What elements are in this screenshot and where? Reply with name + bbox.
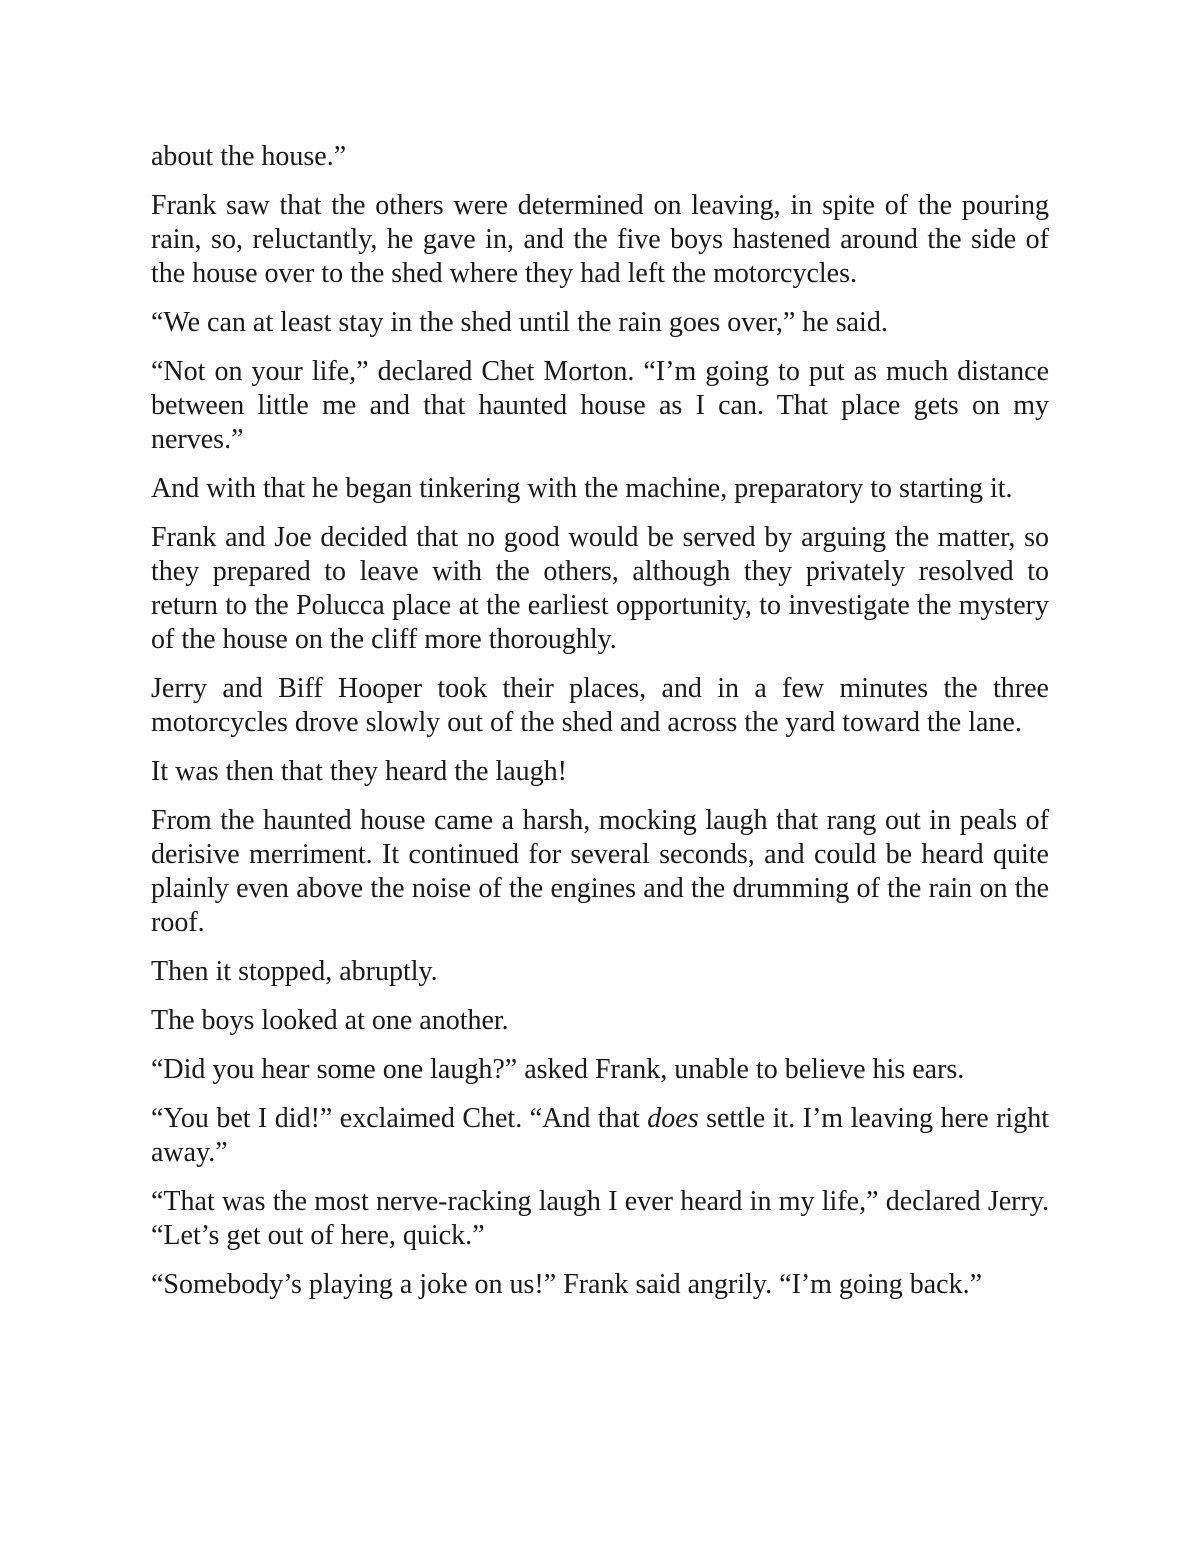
paragraph-3: “We can at least stay in the shed until the rain goes over,” he said. xyxy=(151,307,888,338)
paragraph-13-after: settle it. I’m leaving here right away.” xyxy=(151,1103,1049,1168)
paragraph-12: “Did you hear some one laugh?” asked Frank, unable to believe his ears. xyxy=(151,1054,965,1085)
book-page xyxy=(151,140,1049,1317)
paragraph-14: “That was the most nerve-racking laugh I ever heard in my life,” declared Jerry. “Let’s get out of here, quick.” xyxy=(151,1186,1049,1251)
paragraph-6: Frank and Joe decided that no good would be served by arguing the matter, so they prepared to leave with the others, although they privately resolved to return to the Polucca place at the earliest opportunity, to investigate the mystery of the house on the cliff more thoroughly. xyxy=(151,522,1049,655)
paragraph-13-before: “You bet I did!” exclaimed Chet. “And that xyxy=(151,1103,648,1134)
paragraph-1: about the house.” xyxy=(151,141,347,172)
paragraph-8: It was then that they heard the laugh! xyxy=(151,756,567,787)
paragraph-4: “Not on your life,” declared Chet Morton. “I’m going to put as much distance between little me and that haunted house as I can. That place gets on my nerves.” xyxy=(151,356,1049,455)
paragraph-9: From the haunted house came a harsh, mocking laugh that rang out in peals of derisive merriment. It continued for several seconds, and could be heard quite plainly even above the noise of the engines and the drumming of the rain on the roof. xyxy=(151,805,1049,938)
paragraph-13 xyxy=(151,1102,1049,1170)
paragraph-15: “Somebody’s playing a joke on us!” Frank said angrily. “I’m going back.” xyxy=(151,1269,982,1300)
paragraph-10: Then it stopped, abruptly. xyxy=(151,956,438,987)
paragraph-2: Frank saw that the others were determined on leaving, in spite of the pouring rain, so, reluctantly, he gave in, and the five boys hastened around the side of the house over to the shed where they had left the motorcycles. xyxy=(151,190,1049,289)
emphasis-does: does xyxy=(647,1103,699,1134)
paragraph-7: Jerry and Biff Hooper took their places, and in a few minutes the three motorcycles drove slowly out of the shed and across the yard toward the lane. xyxy=(151,673,1049,738)
paragraph-11: The boys looked at one another. xyxy=(151,1005,509,1036)
paragraph-5: And with that he began tinkering with the machine, preparatory to starting it. xyxy=(151,473,1013,504)
